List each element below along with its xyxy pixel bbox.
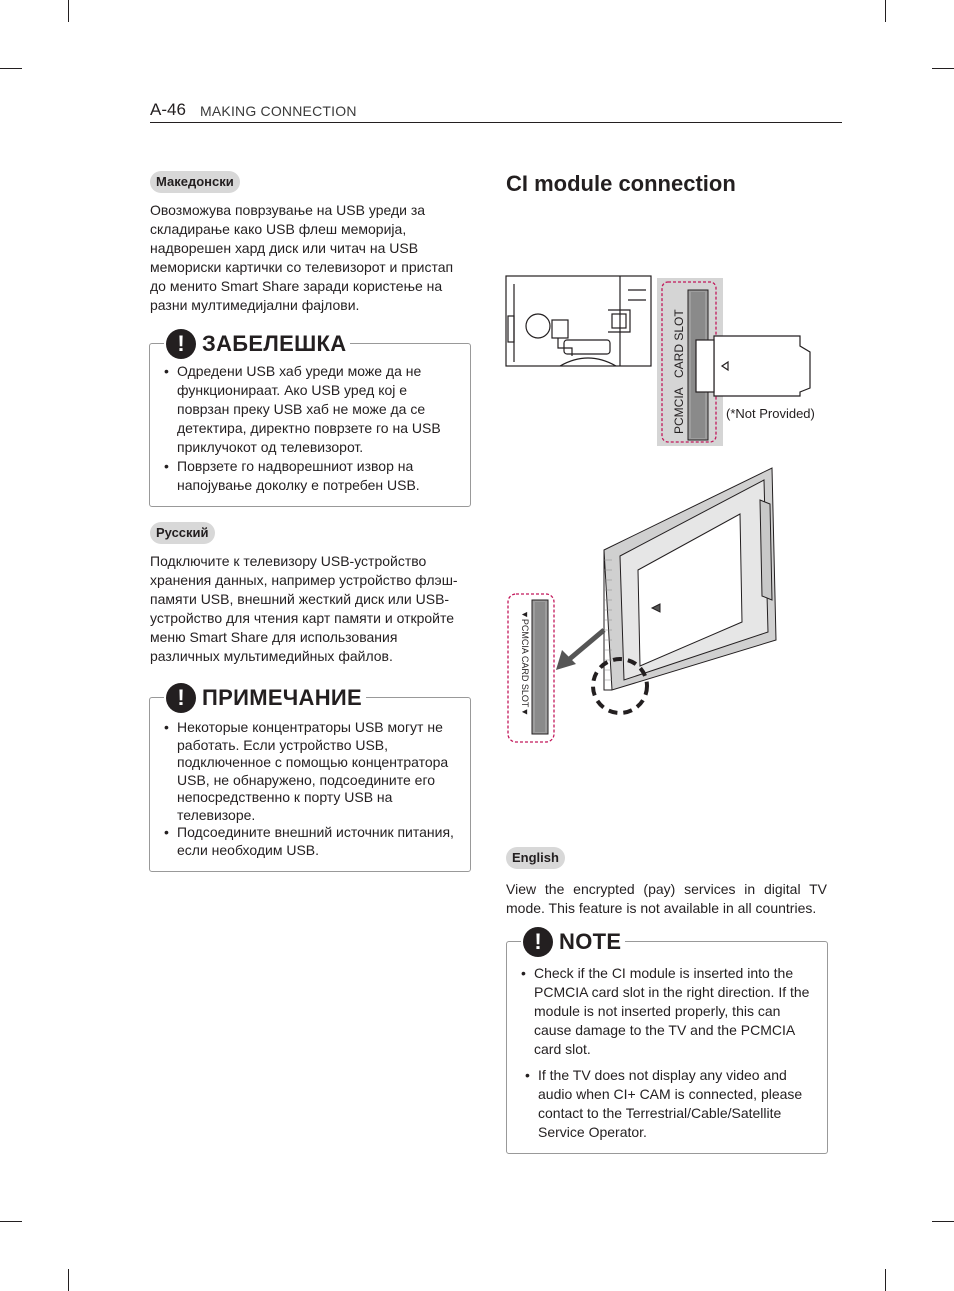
ci-cam-card-large [604, 468, 776, 690]
language-label-mk: Македонски [150, 171, 240, 193]
not-provided-label: (*Not Provided) [726, 406, 815, 421]
list-item: • Поврзете го надворешниот извор на напојување доколку е потребен USB. [164, 457, 462, 495]
page-number: A-46 [150, 100, 186, 119]
note-title: NOTE [559, 929, 622, 954]
page-header [150, 100, 842, 123]
note-header [521, 927, 625, 957]
crop-mark [68, 0, 69, 22]
crop-mark [0, 1221, 22, 1222]
note-header [164, 329, 350, 359]
section-name: MAKING CONNECTION [200, 103, 357, 119]
slot-label-top: PCMCIA CARD SLOT [672, 309, 686, 434]
note-list [521, 964, 819, 1142]
list-item: • Подсоедините внешний источник питания, если необходим USB. [164, 824, 462, 859]
note-title: ЗАБЕЛЕШКА [202, 331, 347, 356]
note-box-ru [149, 685, 471, 872]
list-item: • Некоторые концентраторы USB могут не работать. Если устройство USB, подключенное с помощью концентратора USB, не обнаружено, подсоедините его непосредственно к порту USB на телевизоре. [164, 719, 462, 824]
crop-mark [932, 1221, 954, 1222]
list-item: • If the TV does not display any video and audio when CI+ CAM is connected, please contact to the Terrestrial/Cable/Satellite Service Operator. [525, 1066, 819, 1142]
ci-cam-card [696, 336, 810, 396]
slot-label-bottom: ▼PCMCIA CARD SLOT▼ [520, 610, 530, 717]
note-list [164, 719, 462, 859]
crop-mark [885, 1269, 886, 1291]
note-box-mk [149, 331, 471, 507]
body-text-en: View the encrypted (pay) services in digital TV mode. This feature is not available in all countries. [506, 881, 827, 916]
page-title: CI module connection [506, 171, 736, 196]
insert-direction-arrow [556, 630, 604, 670]
ci-module-illustration [500, 270, 830, 750]
exclamation-icon: ! [166, 329, 196, 359]
crop-mark [932, 68, 954, 69]
crop-mark [68, 1269, 69, 1291]
list-item: • Check if the CI module is inserted into the PCMCIA card slot in the right direction. If the module is not inserted properly, this can cause damage to the TV and the PCMCIA card slot. [521, 964, 819, 1059]
tv-back-panel [506, 276, 651, 366]
exclamation-icon: ! [523, 927, 553, 957]
body-text-mk: Овозможува поврзување на USB уреди за складирање како USB флеш меморија, надворешен хард диск или читач на USB мемориски картички со телевизорот и пристап до менито Smart Share заради користење на разни мултимедијални фајлови. [150, 202, 454, 313]
note-box-en [506, 929, 828, 1154]
list-item: • Одредени USB хаб уреди може да не функционираат. Ако USB уред кој е поврзан преку USB хаб не може да се детектира, директно поврзете го на USB приклучокот од телевизорот. [164, 362, 462, 457]
note-list [164, 362, 462, 495]
note-header [164, 683, 366, 713]
crop-mark [885, 0, 886, 22]
exclamation-icon: ! [166, 683, 196, 713]
crop-mark [0, 68, 22, 69]
language-label-en: English [506, 847, 565, 869]
language-label-ru: Русский [150, 522, 215, 544]
note-title: ПРИМЕЧАНИЕ [202, 685, 363, 710]
body-text-ru: Подключите к телевизору USB-устройство хранения данных, например устройство флэш-памяти USB, внешний жесткий диск или USB-устройство для чтения карт памяти и откройте меню Smart Share для использования различных мультимедийных файлов. [150, 553, 458, 664]
